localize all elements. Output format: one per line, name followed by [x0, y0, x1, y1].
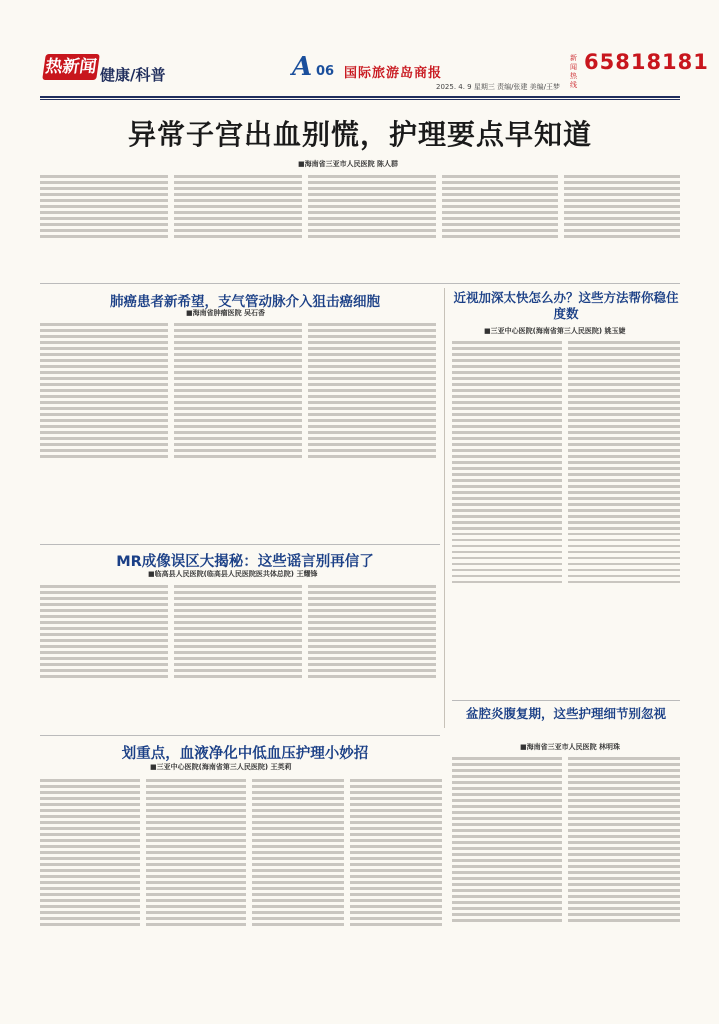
article-title-mr: MR成像误区大揭秘：这些谣言别再信了	[116, 554, 374, 570]
hotline-number: 65818181	[584, 50, 709, 74]
article-byline-pelvic: ■海南省三亚市人民医院 林明珠	[520, 743, 621, 751]
lung-column-2	[174, 320, 302, 540]
article-byline-myopia: ■三亚中心医院(海南省第三人民医院) 姚玉婕	[484, 327, 626, 335]
section-divider	[40, 544, 440, 545]
pelvic-column-1	[452, 754, 562, 1016]
mr-column-1	[40, 582, 168, 732]
hotline-label: 新闻热线	[570, 54, 577, 89]
dateline: 2025. 4. 9 星期三 责编/张建 美编/王梦	[436, 83, 561, 91]
section-name: 健康/科普	[100, 66, 166, 84]
paper-logo	[42, 54, 100, 80]
pelvic-column-2	[568, 754, 680, 1016]
dialysis-column-1	[40, 776, 140, 1016]
lead-column-4	[442, 172, 558, 280]
article-byline-lung: ■海南省肿瘤医院 吴石香	[186, 309, 266, 317]
dialysis-column-2	[146, 776, 246, 1016]
paper-name: 国际旅游岛商报	[344, 66, 443, 81]
column-divider	[444, 288, 445, 728]
lead-title: 异常子宫出血别慌，护理要点早知道	[127, 118, 592, 151]
myopia-column-1	[452, 338, 562, 728]
masthead-rule-thin	[40, 99, 680, 100]
lead-column-1	[40, 172, 168, 280]
article-title-lung: 肺癌患者新希望，支气管动脉介入狙击癌细胞	[110, 294, 380, 310]
logo-text: 热新闻	[44, 57, 98, 77]
lead-column-5	[564, 172, 680, 280]
article-byline-dialysis: ■三亚中心医院(海南省第三人民医院) 王英莉	[150, 763, 292, 771]
masthead-rule	[40, 96, 680, 98]
mr-column-3	[308, 582, 436, 732]
section-divider	[40, 735, 440, 736]
article-title-dialysis: 划重点，血液净化中低血压护理小妙招	[121, 746, 369, 762]
lead-byline: ■海南省三亚市人民医院 陈人群	[298, 160, 399, 168]
article-title-myopia: 近视加深太快怎么办？这些方法帮你稳住度数	[453, 290, 679, 321]
dialysis-column-4	[350, 776, 442, 1016]
page-letter: A	[292, 52, 313, 82]
lung-column-1	[40, 320, 168, 540]
section-divider	[40, 283, 680, 284]
article-byline-mr: ■临高县人民医院(临高县人民医院医共体总院) 王耀锋	[148, 570, 318, 578]
myopia-column-2	[568, 338, 680, 728]
dialysis-column-3	[252, 776, 344, 1016]
section-divider	[452, 700, 680, 701]
masthead	[0, 0, 719, 96]
article-title-pelvic: 盆腔炎腹复期，这些护理细节别忽视	[465, 706, 666, 721]
lung-column-3	[308, 320, 436, 540]
mr-column-2	[174, 582, 302, 732]
page-number: 06	[316, 64, 335, 79]
lead-column-3	[308, 172, 436, 280]
lead-column-2	[174, 172, 302, 280]
